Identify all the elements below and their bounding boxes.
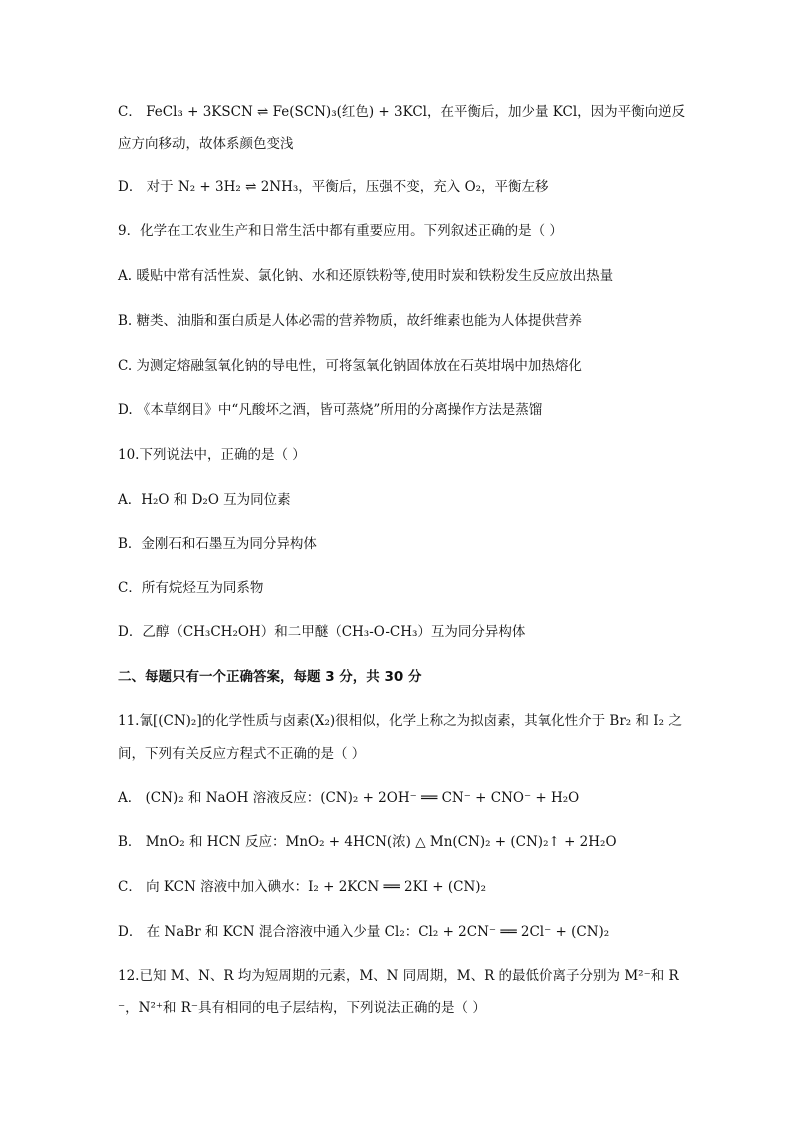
- option-11b: B． MnO₂ 和 HCN 反应：MnO₂ + 4HCN(浓) △ Mn(CN)₂ + (CN)₂↑ + 2H₂O: [118, 834, 617, 850]
- option-10d: D．乙醇（CH₃CH₂OH）和二甲醚（CH₃-O-CH₃）互为同分异构体: [118, 624, 526, 640]
- question-12-line1: 12.已知 M、N、R 均为短周期的元素，M、N 同周期，M、R 的最低价离子分别为 M²⁻和 R: [118, 968, 679, 984]
- question-11-line2: 间，下列有关反应方程式不正确的是（ ）: [118, 746, 366, 762]
- option-11a: A． (CN)₂ 和 NaOH 溶液反应：(CN)₂ + 2OH⁻ ══ CN⁻ + CNO⁻ + H₂O: [118, 790, 580, 806]
- option-11c: C． 向 KCN 溶液中加入碘水：I₂ + 2KCN ══ 2KI + (CN)₂: [118, 879, 486, 895]
- option-9d: D. 《本草纲目》中“凡酸坏之酒，皆可蒸烧”所用的分离操作方法是蒸馏: [118, 402, 543, 418]
- question-11-line1: 11.氰[(CN)₂]的化学性质与卤素(X₂)很相似，化学上称之为拟卤素，其氧化性介于 Br₂ 和 I₂ 之: [118, 713, 682, 729]
- question-9: 9．化学在工农业生产和日常生活中都有重要应用。下列叙述正确的是（ ）: [118, 223, 563, 239]
- option-10a: A．H₂O 和 D₂O 互为同位素: [118, 492, 291, 508]
- option-8c-line2: 应方向移动，故体系颜色变浅: [118, 136, 294, 152]
- section-2-heading: 二、每题只有一个正确答案，每题 3 分，共 30 分: [118, 669, 422, 685]
- option-8c-line1: C． FeCl₃ + 3KSCN ⇌ Fe(SCN)₃(红色) + 3KCl，在平衡后，加少量 KCl，因为平衡向逆反: [118, 104, 686, 120]
- option-11d: D． 在 NaBr 和 KCN 混合溶液中通入少量 Cl₂：Cl₂ + 2CN⁻ ══ 2Cl⁻ + (CN)₂: [118, 924, 610, 940]
- option-9b: B. 糖类、油脂和蛋白质是人体必需的营养物质，故纤维素也能为人体提供营养: [118, 313, 583, 329]
- option-10b: B．金刚石和石墨互为同分异构体: [118, 536, 317, 552]
- option-10c: C．所有烷烃互为同系物: [118, 580, 264, 596]
- option-9c: C. 为测定熔融氢氧化钠的导电性，可将氢氧化钠固体放在石英坩埚中加热熔化: [118, 358, 582, 374]
- option-9a: A. 暖贴中常有活性炭、氯化钠、水和还原铁粉等,使用时炭和铁粉发生反应放出热量: [118, 268, 614, 284]
- question-12-line2: ⁻，N²⁺和 R⁻具有相同的电子层结构，下列说法正确的是（ ）: [118, 1000, 486, 1016]
- option-8d: D． 对于 N₂ + 3H₂ ⇌ 2NH₃，平衡后，压强不变，充入 O₂，平衡左移: [118, 179, 549, 195]
- question-10: 10.下列说法中，正确的是（ ）: [118, 447, 306, 463]
